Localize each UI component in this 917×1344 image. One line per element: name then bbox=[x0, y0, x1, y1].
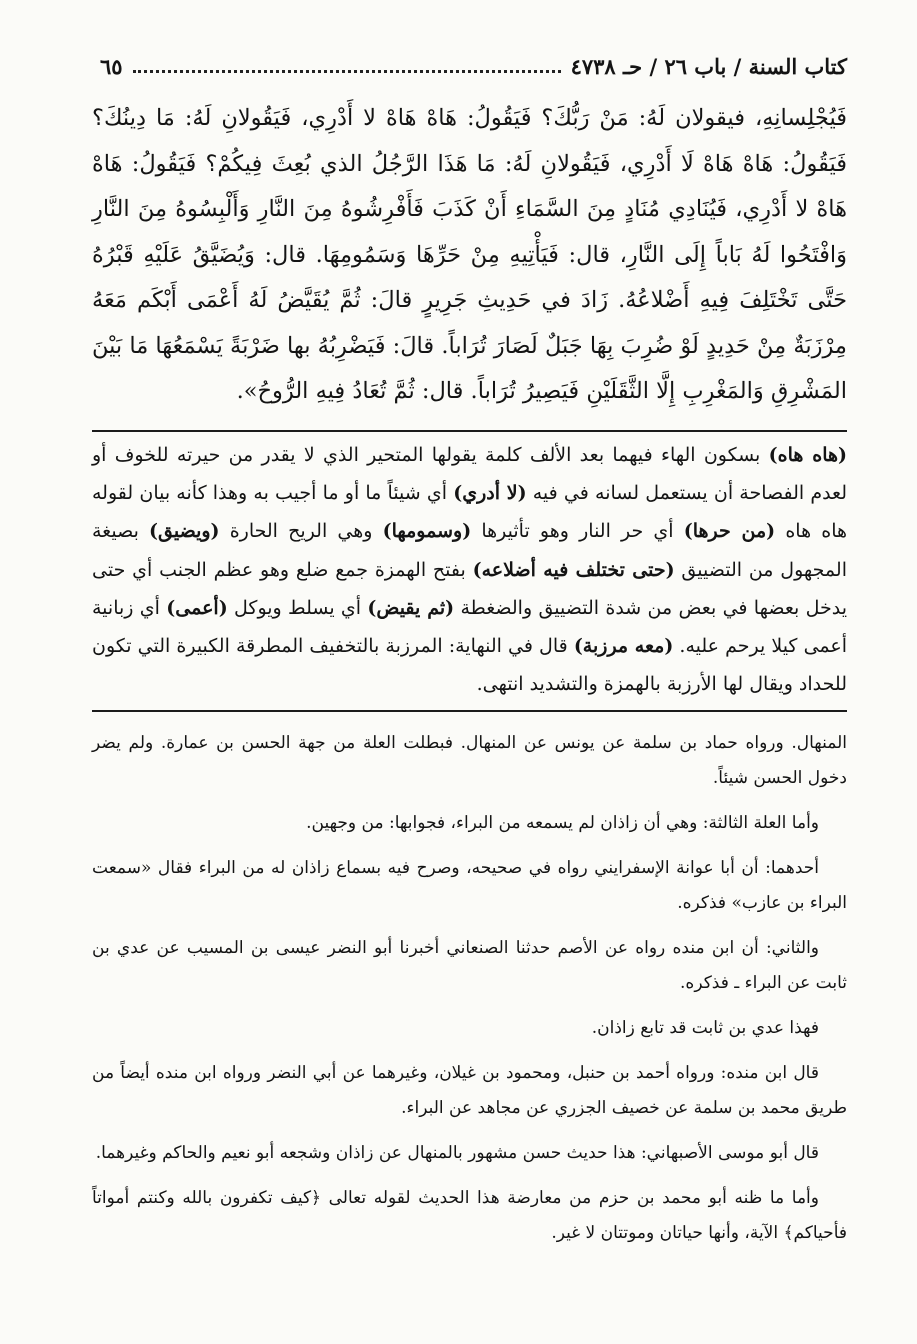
text-paragraph: وأما ما ظنه أبو محمد بن حزم من معارضة هذا الحديث لقوله تعالى ﴿كيف تكفرون بالله وكنتم أمواتاً فأحياكم﴾ الآية، وأنها حياتان وموتتان لا غير. bbox=[92, 1188, 847, 1243]
chapter-title: كتاب السنة / باب ٢٦ / حـ ٤٧٣٨ bbox=[570, 53, 847, 79]
note-term: (أعمى) bbox=[166, 596, 228, 619]
text-paragraph: المنهال. ورواه حماد بن سلمة عن يونس عن المنهال. فبطلت العلة من جهة الحسن بن عمارة. ولم يضر دخول الحسن شيئاً. bbox=[92, 733, 847, 788]
secondary-text bbox=[92, 726, 847, 1261]
text-paragraph: قال أبو موسى الأصبهاني: هذا حديث حسن مشهور بالمنهال عن زاذان وشجعه أبو نعيم والحاكم وغيرهما. bbox=[95, 1143, 819, 1163]
note-text: أي حر النار وهو تأثيرها bbox=[471, 520, 684, 543]
hadith-paragraph: فَيُجْلِسانِهِ، فيقولان لَهُ: مَنْ رَبُّكَ؟ فَيَقُولُ: هَاهْ هَاهْ لا أَدْرِي، فَيَقُولانِ لَهُ: مَا دِينُكَ؟ فَيَقُولُ: هَاهْ هَاهْ لَا أَدْرِي، فَيَقُولانِ لَهُ: مَا هَذَا الرَّجُلُ الذي بُعِثَ فِيكُمْ؟ فَيَقُولُ: هَاهْ هَاهْ لا أَدْرِي، فَيُنَادِي مُنَادٍ مِنَ السَّمَاءِ أَنْ كَذَبَ فَأَفْرِشُوهُ مِنَ النَّارِ وَأَلْبِسُوهُ مِنَ النَّارِ وَافْتَحُوا لَهُ بَاباً إِلَى النَّارِ، قال: فَيَأْتِيهِ مِنْ حَرِّهَا وَسَمُومِهَا. قال: وَيُضَيَّقُ عَلَيْهِ قَبْرُهُ حَتَّى تَخْتَلِفَ فِيهِ أَضْلاعُهُ. زَادَ في حَدِيثِ جَرِيرٍ قالَ: ثُمَّ يُقَيَّضُ لَهُ أَعْمَى أَبْكَم مَعَهُ مِرْزَبَةٌ مِنْ حَدِيدٍ لَوْ ضُرِبَ بِهَا جَبَلٌ لَصَارَ تُرَاباً. قالَ: فَيَضْرِبُهُ بها ضَرْبَةً يَسْمَعُهَا مَا بَيْنَ المَشْرِقِ وَالمَغْرِبِ إِلَّا الثَّقَلَيْنِ فَيَصِيرُ تُرَاباً. قال: ثُمَّ تُعَادُ فِيهِ الرُّوحُ». bbox=[92, 105, 847, 404]
note-term: (من حرها) bbox=[683, 520, 776, 543]
text-paragraph: وأما العلة الثالثة: وهي أن زاذان لم يسمعه من البراء، فجوابها: من وجهين. bbox=[306, 813, 819, 833]
note-text: أي زبانية أعمى كيلا يرحم عليه. bbox=[92, 596, 848, 658]
note-term: (هاه هاه) bbox=[768, 444, 848, 466]
hadith-text bbox=[92, 96, 847, 415]
note-text: بفتح الهمزة جمع ضلع وهو عظم الجنب أي حتى يدخل بعضها في بعض من شدة التضييق والضغطة bbox=[92, 558, 848, 619]
text-paragraph: أحدهما: أن أبا عوانة الإسفرايني رواه في صحيحه، وصرح فيه بسماع زاذان له من البراء فقال «سمعت البراء بن عازب» فذكره. bbox=[92, 858, 847, 913]
note-text: بسكون الهاء فيهما بعد الألف كلمة يقولها المتحير الذي لا يقدر من حيرته للخوف أو لعدم الفصاحة أن يستعمل لسانه في فيه bbox=[92, 444, 848, 505]
note-term: (ثم يقيض) bbox=[367, 596, 455, 619]
page-header bbox=[100, 48, 847, 84]
commentary-notes bbox=[92, 436, 847, 703]
page-number: ٦٥ bbox=[100, 53, 123, 79]
note-term: (وسمومها) bbox=[382, 520, 472, 543]
note-term: (معه مرزبة) bbox=[573, 635, 674, 658]
note-text: أي شيئاً ما أو ما أجيب به وهذا كأنه بيان لقوله هاه هاه bbox=[92, 482, 848, 543]
divider-bottom bbox=[92, 710, 847, 712]
notes-paragraph bbox=[92, 436, 847, 703]
note-text: قال في النهاية: المرزبة بالتخفيف المطرقة الكبيرة التي تكون للحداد ويقال لها الأرزبة بالهمزة والتشديد انتهى. bbox=[92, 635, 847, 696]
note-term: (لا أدري) bbox=[453, 482, 527, 505]
note-text: أي يسلط ويوكل bbox=[227, 596, 368, 619]
text-paragraph: فهذا عدي بن ثابت قد تابع زاذان. bbox=[591, 1018, 819, 1038]
note-term: (ويضيق) bbox=[149, 520, 220, 543]
note-term: (حتى تختلف فيه أضلاعه) bbox=[472, 558, 675, 581]
text-paragraph: والثاني: أن ابن منده رواه عن الأصم حدثنا الصنعاني أخبرنا أبو النضر عيسى بن المسيب عن عدي بن ثابت عن البراء ـ فذكره. bbox=[92, 938, 847, 993]
note-text: وهي الريح الحارة bbox=[219, 520, 383, 543]
divider-top bbox=[92, 430, 847, 432]
dotted-leader bbox=[133, 68, 561, 73]
text-paragraph: قال ابن منده: ورواه أحمد بن حنبل، ومحمود بن غيلان، وغيرهما عن أبي النضر ورواه ابن منده أيضاً من طريق محمد بن سلمة عن خصيف الجزري عن مجاهد عن البراء. bbox=[92, 1063, 847, 1118]
note-text: بصيغة المجهول من التضييق bbox=[92, 520, 847, 581]
